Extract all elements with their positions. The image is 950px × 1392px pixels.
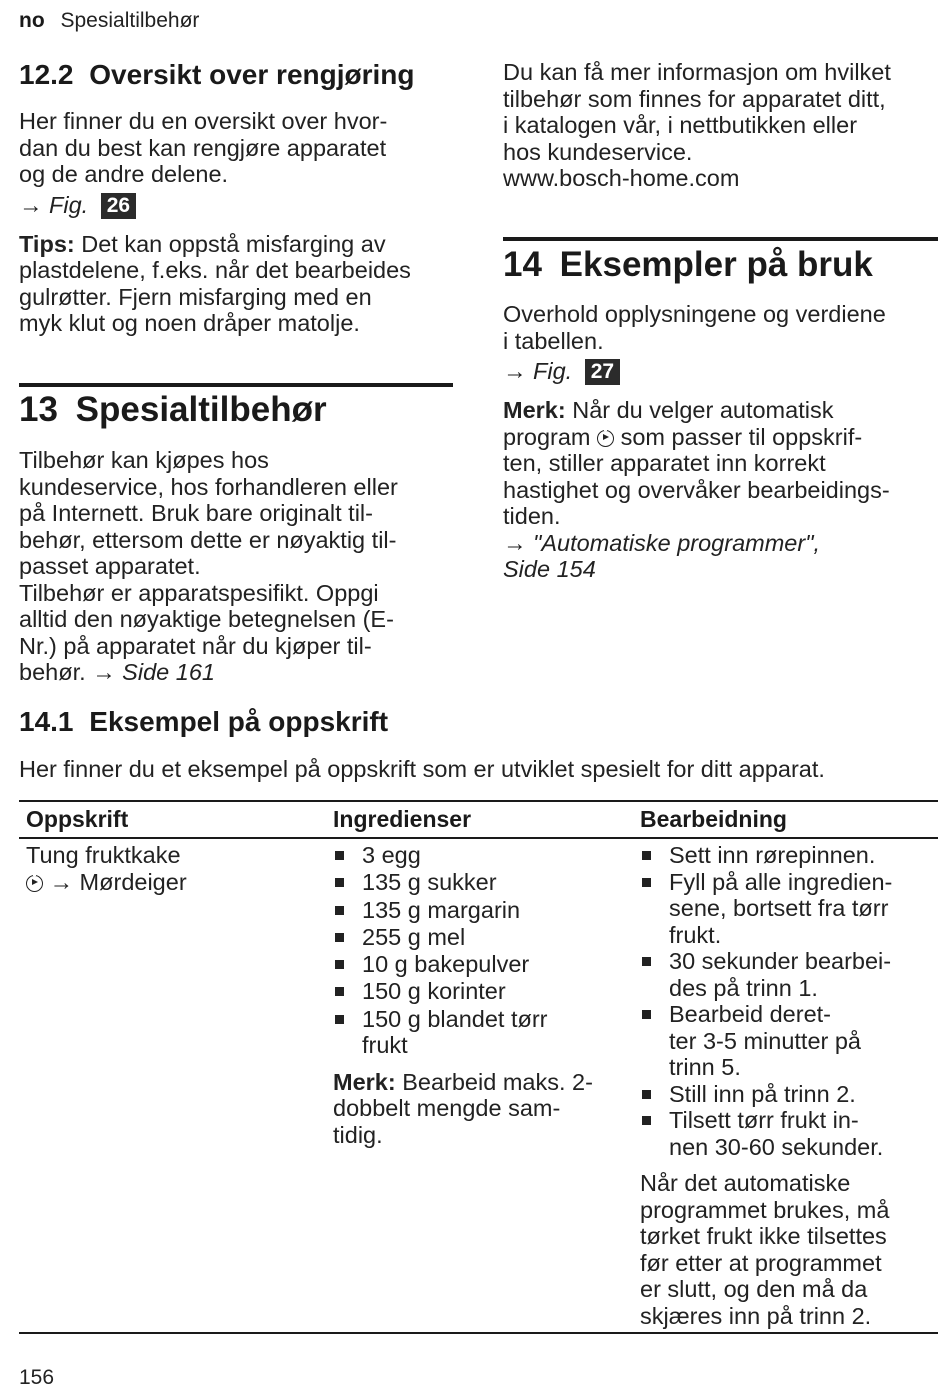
list-item: Still inn på trinn 2. [640, 1081, 945, 1108]
note-paragraph [503, 397, 943, 424]
text-fragment: behør. [19, 659, 93, 685]
text-line: i katalogen vår, i nettbutikken eller [503, 112, 858, 138]
text-line: myk klut og noen dråper matolje. [19, 310, 360, 336]
processing-cell [640, 842, 945, 1329]
list-item: 3 egg [333, 842, 628, 869]
fig-number-badge: 26 [101, 193, 136, 219]
list-item: Sett inn rørepinnen. [640, 842, 945, 869]
text-line: programmet brukes, må [640, 1196, 890, 1223]
arrow-icon: → [503, 358, 527, 384]
section-14-heading [503, 245, 873, 285]
section-rule [19, 383, 453, 387]
ingredients-cell [333, 842, 628, 1148]
text-line: og de andre delene. [19, 161, 229, 187]
text-line: alltid den nøyaktige betegnelsen (E- [19, 606, 394, 632]
section-13-body [19, 447, 459, 686]
website-link[interactable]: www.bosch-home.com [503, 165, 740, 191]
text-line: Tilbehør kan kjøpes hos [19, 447, 269, 473]
column-header-processing: Bearbeidning [640, 806, 787, 832]
text-line: hastighet og overvåker bearbeidings- [503, 476, 890, 503]
section-title: Eksempel på oppskrift [89, 706, 389, 737]
recipe-cell [26, 842, 316, 895]
column-header-ingredients: Ingredienser [333, 806, 472, 832]
text-fragment: som passer til oppskrif- [614, 423, 863, 450]
list-item: Fyll på alle ingredien- sene, bortsett fra tørr frukt. [640, 869, 945, 949]
list-item: Bearbeid deret- ter 3-5 minutter på trinn 5. [640, 1001, 945, 1081]
text-line: tørket frukt ikke tilsettes [640, 1223, 887, 1249]
text-fragment: program [503, 423, 598, 450]
list-item: 135 g margarin [333, 897, 628, 924]
text-line: i tabellen. [503, 327, 604, 354]
text-line: gulrøtter. Fjern misfarging med en [19, 283, 372, 310]
arrow-icon: → [49, 868, 74, 895]
text-line: plastdelene, f.eks. når det bearbeides [19, 257, 411, 283]
column-header-recipe: Oppskrift [26, 806, 129, 832]
page-number: 156 [19, 1366, 55, 1389]
figure-reference[interactable] [503, 358, 943, 385]
cross-reference-text: "Automatiske programmer", [526, 529, 821, 556]
text-line: ten, stiller apparatet inn korrekt [503, 450, 826, 476]
ingredients-list [333, 842, 628, 1059]
figure-reference[interactable] [19, 192, 459, 219]
program-name: Mørdeiger [73, 868, 187, 895]
text-line: tilbehør som finnes for apparatet ditt, [503, 85, 886, 112]
cross-reference[interactable] [503, 530, 943, 557]
tips-paragraph [19, 231, 459, 258]
section-number: 14 [503, 245, 542, 284]
text-line: Du kan få mer informasjon om hvilket [503, 59, 891, 85]
language-code: no [19, 9, 45, 32]
text-line: tiden. [503, 503, 561, 529]
program-icon [597, 430, 614, 447]
table-bottom-rule [19, 1332, 938, 1334]
section-title: Oversikt over rengjøring [89, 59, 415, 90]
text-line: er slutt, og den må da [640, 1276, 868, 1302]
text-line: Det kan oppstå misfarging av [74, 230, 386, 257]
text-line: dobbelt mengde sam- [333, 1095, 561, 1122]
list-item: 150 g blandet tørr frukt [333, 1006, 592, 1059]
arrow-icon: → [503, 529, 527, 556]
text-line: passet apparatet. [19, 553, 201, 579]
text-line [19, 659, 459, 686]
section-13-heading [19, 390, 327, 430]
text-line: Her finner du en oversikt over hvor- [19, 108, 388, 134]
section-12-2-heading [19, 59, 415, 91]
tips-label: Tips: [19, 230, 75, 257]
text-line: tidig. [333, 1121, 383, 1148]
section-rule [503, 237, 938, 241]
recipe-name: Tung fruktkake [26, 842, 181, 868]
recipe-program [26, 869, 316, 896]
text-line: Nr.) på apparatet når du kjøper til- [19, 632, 372, 659]
table-header-rule [19, 837, 938, 839]
fig-number-badge: 27 [585, 359, 620, 385]
ingredients-note [333, 1069, 628, 1096]
fig-label: Fig. [533, 358, 573, 384]
section-number: 12.2 [19, 59, 74, 90]
section-number: 14.1 [19, 706, 74, 737]
text-line [503, 424, 943, 451]
text-line: behør, ettersom dette er nøyaktig til- [19, 526, 397, 553]
program-icon [26, 875, 43, 892]
section-14-1-intro: Her finner du et eksempel på oppskrift som er utviklet spesielt for ditt apparat. [19, 756, 825, 782]
section-number: 13 [19, 390, 58, 429]
text-line: dan du best kan rengjøre apparatet [19, 134, 387, 161]
text-line: Når du velger automatisk [565, 397, 834, 423]
text-line: Overhold opplysningene og verdiene [503, 301, 886, 327]
section-title: Spesialtilbehør [75, 390, 327, 429]
header-section: Spesialtilbehør [60, 9, 200, 32]
accessories-info [503, 59, 943, 192]
section-14-1-heading [19, 706, 388, 738]
page-header [19, 9, 199, 33]
processing-steps [640, 842, 945, 1160]
arrow-icon: → [19, 191, 43, 218]
text-line: hos kundeservice. [503, 138, 693, 165]
text-line: skjæres inn på trinn 2. [640, 1302, 872, 1329]
list-item: Tilsett tørr frukt in- nen 30-60 sekunder. [640, 1107, 945, 1160]
text-line: Når det automatiske [640, 1170, 851, 1196]
text-line: før etter at programmet [640, 1249, 882, 1276]
table-top-rule [19, 800, 938, 802]
text-line: Bearbeid maks. 2- [395, 1068, 593, 1095]
list-item: 150 g korinter [333, 978, 628, 1005]
list-item: 30 sekunder bearbei- des på trinn 1. [640, 948, 945, 1001]
fig-label: Fig. [49, 191, 89, 218]
note-label: Merk: [503, 397, 566, 423]
note-label: Merk: [333, 1068, 396, 1095]
cross-reference-page[interactable]: Side 154 [503, 556, 596, 582]
page-reference-link[interactable]: Side 161 [115, 659, 215, 685]
section-12-2-body [19, 108, 459, 337]
text-line: Tilbehør er apparatspesifikt. Oppgi [19, 579, 379, 606]
text-line: kundeservice, hos forhandleren eller [19, 473, 398, 500]
section-14-body [503, 301, 943, 583]
list-item: 10 g bakepulver [333, 951, 628, 978]
text-line: på Internett. Bruk bare originalt til- [19, 500, 373, 526]
list-item: 135 g sukker [333, 869, 628, 896]
section-title: Eksempler på bruk [559, 245, 873, 284]
list-item: 255 g mel [333, 924, 628, 951]
arrow-icon: → [92, 659, 116, 685]
processing-note [640, 1170, 945, 1329]
